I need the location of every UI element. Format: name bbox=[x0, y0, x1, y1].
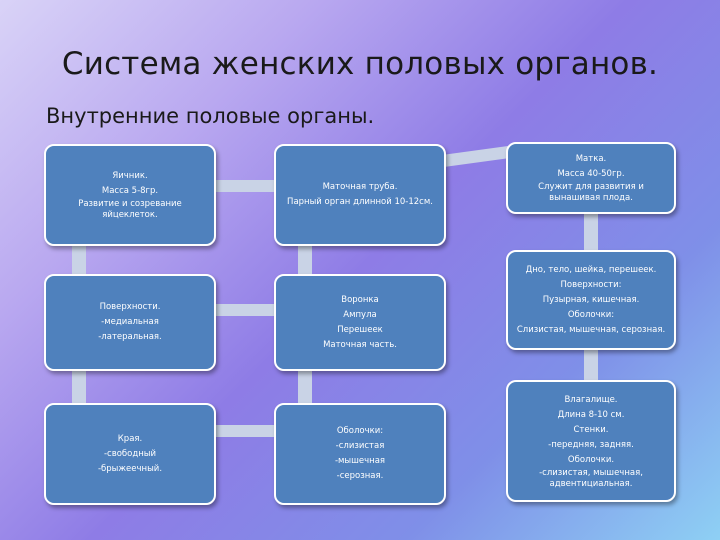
vagina-membranes: -слизистая, мышечная, адвентициальная. bbox=[539, 467, 646, 489]
ovary-edges-box bbox=[44, 403, 216, 505]
vagina-walls-title: Стенки. bbox=[573, 424, 609, 435]
edges-title: Края. bbox=[117, 433, 143, 444]
uterus-parts-list: Дно, тело, шейка, перешеек. bbox=[525, 264, 657, 275]
uterus-function: Служит для развития и вынашивая плода. bbox=[538, 182, 647, 203]
page-subtitle: Внутренние половые органы. bbox=[46, 104, 375, 128]
ovary-function: Развитие и созревание яйцеклеток. bbox=[78, 199, 185, 220]
connector-tube-uterus bbox=[442, 146, 510, 167]
ovary-mass: Масса 5-8гр. bbox=[101, 186, 159, 196]
uterus-surfaces-title: Поверхности: bbox=[560, 279, 622, 290]
ovary-title: Яичник. bbox=[112, 171, 148, 181]
connector-tube-parts bbox=[298, 244, 312, 276]
page-title: Система женских половых органов. bbox=[61, 46, 659, 82]
connector-edges-membranes bbox=[215, 425, 275, 437]
part-isthmus: Перешеек bbox=[337, 324, 383, 335]
uterus-surfaces: Пузырная, кишечная. bbox=[542, 294, 640, 305]
membrane-muscular: -мышечная bbox=[334, 456, 386, 466]
edges-free: -свободный bbox=[103, 448, 157, 459]
uterus-mass: Масса 40-50гр. bbox=[557, 169, 625, 179]
tube-parts-box bbox=[274, 274, 446, 371]
tube-membranes-box bbox=[274, 403, 446, 505]
uterus-box bbox=[506, 142, 676, 214]
vagina-length: Длина 8-10 см. bbox=[557, 409, 625, 420]
uterus-membranes: Слизистая, мышечная, серозная. bbox=[516, 324, 666, 335]
surfaces-lateral: -латеральная. bbox=[98, 332, 162, 342]
tube-box bbox=[274, 144, 446, 246]
connector-uterus-parts bbox=[584, 212, 598, 252]
connector-surfaces-parts bbox=[215, 304, 275, 316]
vagina-walls: -передняя, задняя. bbox=[548, 439, 634, 450]
membrane-serous: -серозная. bbox=[336, 471, 384, 481]
surfaces-medial: -медиальная bbox=[101, 317, 159, 327]
membrane-mucous: -слизистая bbox=[335, 441, 385, 451]
connector-surfaces-edges bbox=[72, 369, 86, 405]
ovary-surfaces-box bbox=[44, 274, 216, 371]
uterus-membranes-title: Оболочки: bbox=[567, 309, 615, 320]
vagina-box bbox=[506, 380, 676, 502]
uterus-title: Матка. bbox=[575, 154, 607, 164]
connector-parts-membranes bbox=[298, 369, 312, 405]
tube-length: Парный орган длинной 10-12см. bbox=[287, 197, 433, 207]
edges-mesenteric: -брыжеечный. bbox=[97, 463, 163, 474]
connector-parts-vagina bbox=[584, 348, 598, 382]
connector-ovary-tube bbox=[215, 180, 275, 192]
tube-title: Маточная труба. bbox=[322, 182, 398, 192]
connector-ovary-surfaces bbox=[72, 244, 86, 276]
uterus-parts-box bbox=[506, 250, 676, 350]
vagina-title: Влагалище. bbox=[564, 394, 618, 405]
vagina-membranes-title: Оболочки. bbox=[567, 454, 615, 465]
part-uterine: Маточная часть. bbox=[323, 339, 397, 350]
ovary-box bbox=[44, 144, 216, 246]
surfaces-title: Поверхности. bbox=[99, 302, 161, 312]
part-ampulla: Ампула bbox=[343, 309, 377, 320]
part-infundibulum: Воронка bbox=[341, 294, 379, 305]
membranes-title: Оболочки: bbox=[336, 426, 384, 436]
